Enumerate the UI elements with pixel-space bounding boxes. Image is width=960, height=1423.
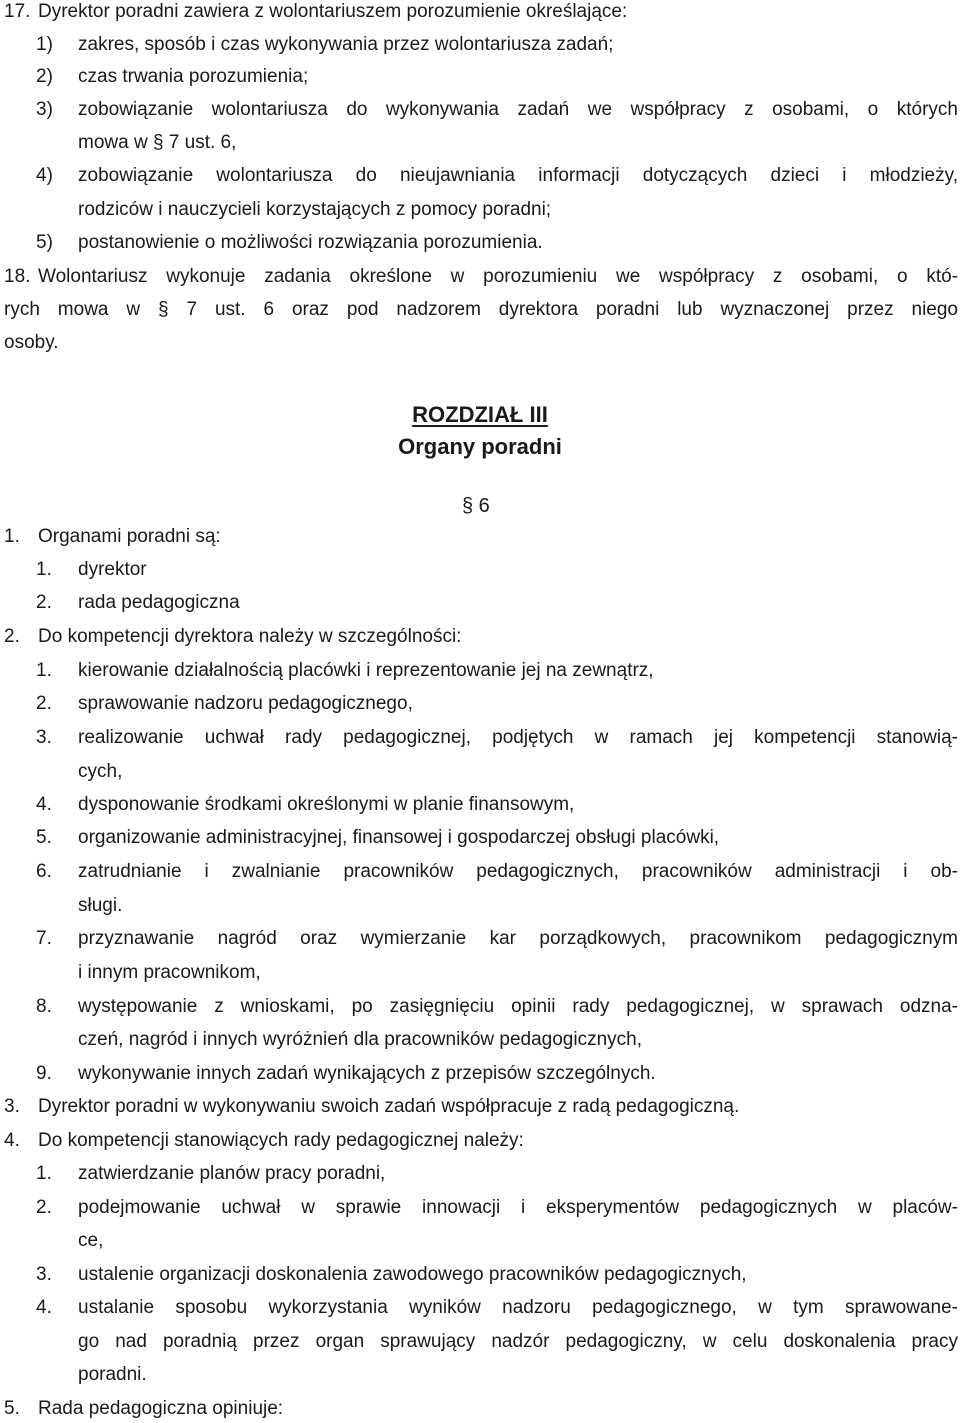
list-item-number: 5) (36, 232, 53, 253)
list-item-number: 6. (36, 861, 52, 882)
list-item-text-continued: i innym pracownikom, (78, 962, 261, 983)
section-17-text: Dyrektor poradni zawiera z wolontariuszem porozumienie określające: (38, 1, 628, 22)
list-item-text-continued: cych, (78, 761, 123, 782)
list-item-number: 3. (36, 727, 52, 748)
list-item-text-continued: rodziców i nauczycieli korzystających z pomocy poradni; (78, 199, 552, 220)
list-item-text: organizowanie administracyjnej, finansowej i gospodarczej obsługi placówki, (78, 827, 720, 848)
list-item-number: 4. (36, 1297, 52, 1318)
point-number: 1. (4, 526, 20, 547)
paragraph-sign: § 6 (462, 495, 490, 517)
list-item-text: realizowanie uchwał rady pedagogicznej, podjętych w ramach jej kompetencji stanowią- (78, 727, 958, 748)
list-item-text: sprawowanie nadzoru pedagogicznego, (78, 693, 413, 714)
list-item-text: postanowienie o możliwości rozwiązania porozumienia. (78, 232, 543, 253)
list-item-text: dyrektor (78, 559, 147, 580)
section-18-text-continued: rych mowa w § 7 ust. 6 oraz pod nadzorem dyrektora poradni lub wyznaczonej przez niego (4, 299, 958, 320)
point-text: Rada pedagogiczna opiniuje: (38, 1398, 284, 1419)
list-item-text: zatwierdzanie planów pracy poradni, (78, 1163, 386, 1184)
list-item-text-continued: czeń, nagród i innych wyróżnień dla pracowników pedagogicznych, (78, 1029, 642, 1050)
list-item-text-continued: go nad poradnią przez organ sprawujący nadzór pedagogiczny, w celu doskonalenia pracy (78, 1331, 958, 1352)
list-item-number: 8. (36, 996, 52, 1017)
list-item-number: 4. (36, 794, 52, 815)
point-number: 2. (4, 626, 20, 647)
list-item-text: ustalanie sposobu wykorzystania wyników nadzoru pedagogicznego, w tym sprawowane- (78, 1297, 958, 1318)
list-item-text: zobowiązanie wolontariusza do nieujawniania informacji dotyczących dzieci i młodzieży, (78, 165, 958, 186)
list-item-text-continued: mowa w § 7 ust. 6, (78, 132, 237, 153)
chapter-subtitle: Organy poradni (398, 434, 562, 459)
chapter-title: ROZDZIAŁ III (412, 402, 548, 427)
list-item-text-continued: poradni. (78, 1364, 147, 1385)
list-item-text: przyznawanie nagród oraz wymierzanie kar porządkowych, pracownikom pedagogicznym (78, 928, 958, 949)
list-item-text: występowanie z wnioskami, po zasięgnięciu opinii rady pedagogicznej, w sprawach odzna- (78, 996, 958, 1017)
list-item-text: ustalenie organizacji doskonalenia zawodowego pracowników pedagogicznych, (78, 1264, 747, 1285)
list-item-number: 3. (36, 1264, 52, 1285)
list-item-number: 3) (36, 99, 53, 120)
point-text: Dyrektor poradni w wykonywaniu swoich zadań współpracuje z radą pedagogiczną. (38, 1096, 740, 1117)
list-item-number: 2. (36, 592, 52, 613)
list-item-number: 2) (36, 66, 53, 87)
point-number: 5. (4, 1398, 20, 1419)
list-item-text-continued: sługi. (78, 895, 123, 916)
list-item-text: kierowanie działalnością placówki i reprezentowanie jej na zewnątrz, (78, 660, 654, 681)
list-item-text: rada pedagogiczna (78, 592, 240, 613)
list-item-text: zobowiązanie wolontariusza do wykonywania zadań we współpracy z osobami, o których (78, 99, 958, 120)
section-18-text: Wolontariusz wykonuje zadania określone w porozumieniu we współpracy z osobami, o któ- (38, 266, 958, 287)
list-item-number: 2. (36, 1197, 52, 1218)
list-item-number: 1. (36, 1163, 52, 1184)
section-18-number: 18. (4, 266, 31, 287)
section-18-text-continued: osoby. (4, 332, 59, 353)
point-text: Do kompetencji dyrektora należy w szczególności: (38, 626, 462, 647)
point-text: Do kompetencji stanowiących rady pedagogicznej należy: (38, 1130, 524, 1151)
list-item-number: 7. (36, 928, 52, 949)
list-item-number: 9. (36, 1063, 52, 1084)
point-text: Organami poradni są: (38, 526, 221, 547)
list-item-text-continued: ce, (78, 1230, 104, 1251)
list-item-number: 1. (36, 559, 52, 580)
list-item-text: czas trwania porozumienia; (78, 66, 309, 87)
list-item-text: podejmowanie uchwał w sprawie innowacji i eksperymentów pedagogicznych w placów- (78, 1197, 958, 1218)
point-number: 4. (4, 1130, 20, 1151)
section-17-number: 17. (4, 1, 31, 22)
list-item-text: zatrudnianie i zwalnianie pracowników pedagogicznych, pracowników administracji i ob- (78, 861, 958, 882)
list-item-text: wykonywanie innych zadań wynikających z przepisów szczególnych. (78, 1063, 656, 1084)
list-item-number: 2. (36, 693, 52, 714)
list-item-number: 1) (36, 34, 53, 55)
list-item-number: 1. (36, 660, 52, 681)
list-item-text: zakres, sposób i czas wykonywania przez wolontariusza zadań; (78, 34, 614, 55)
list-item-number: 5. (36, 827, 52, 848)
point-number: 3. (4, 1096, 20, 1117)
list-item-text: dysponowanie środkami określonymi w planie finansowym, (78, 794, 575, 815)
list-item-number: 4) (36, 165, 53, 186)
